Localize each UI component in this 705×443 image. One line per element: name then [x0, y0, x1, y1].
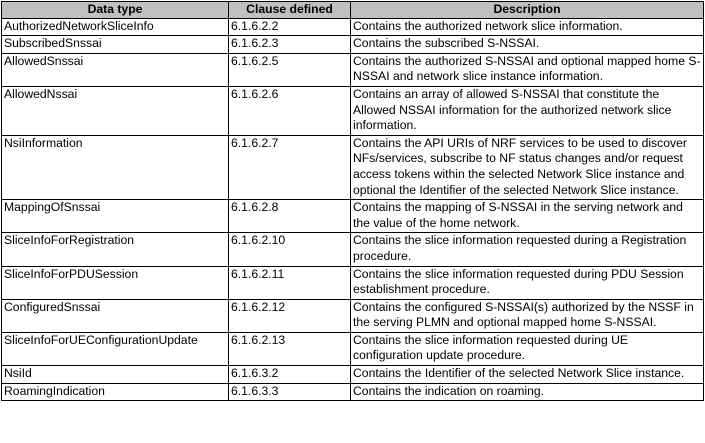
data-type-cell: AllowedNssai	[2, 86, 229, 135]
description-cell: Contains the Identifier of the selected Network Slice instance.	[351, 366, 704, 384]
table-row	[2, 86, 704, 135]
clause-cell: 6.1.6.2.6	[229, 86, 351, 135]
description-cell: Contains the configured S-NSSAI(s) authorized by the NSSF in the serving PLMN and optional mapped home S-NSSAI.	[351, 299, 704, 332]
data-type-cell: RoamingIndication	[2, 383, 229, 401]
data-type-cell: AllowedSnssai	[2, 53, 229, 86]
header-description: Description	[351, 2, 704, 19]
table-row	[2, 383, 704, 401]
description-cell: Contains an array of allowed S-NSSAI that constitute the Allowed NSSAI information for the authorized network slice information.	[351, 86, 704, 135]
table-row	[2, 299, 704, 332]
clause-cell: 6.1.6.2.8	[229, 200, 351, 233]
table-row	[2, 332, 704, 365]
data-type-cell: NsiInformation	[2, 135, 229, 199]
table-row	[2, 233, 704, 266]
clause-cell: 6.1.6.2.3	[229, 36, 351, 54]
description-cell: Contains the slice information requested during PDU Session establishment procedure.	[351, 266, 704, 299]
data-type-cell: SliceInfoForPDUSession	[2, 266, 229, 299]
description-cell: Contains the API URIs of NRF services to be used to discover NFs/services, subscribe to NF status changes and/or request access tokens within the selected Network Slice instance and optional the Identifier of the selected Network Slice instance.	[351, 135, 704, 199]
description-cell: Contains the mapping of S-NSSAI in the serving network and the value of the home network.	[351, 200, 704, 233]
data-type-cell: AuthorizedNetworkSliceInfo	[2, 18, 229, 36]
clause-cell: 6.1.6.2.10	[229, 233, 351, 266]
data-type-cell: NsiId	[2, 366, 229, 384]
description-cell: Contains the subscribed S-NSSAI.	[351, 36, 704, 54]
table-row	[2, 36, 704, 54]
clause-cell: 6.1.6.2.2	[229, 18, 351, 36]
clause-cell: 6.1.6.2.11	[229, 266, 351, 299]
table-header-row	[2, 2, 704, 19]
header-clause-defined: Clause defined	[229, 2, 351, 19]
clause-cell: 6.1.6.2.7	[229, 135, 351, 199]
table-row	[2, 200, 704, 233]
clause-cell: 6.1.6.3.2	[229, 366, 351, 384]
data-type-cell: ConfiguredSnssai	[2, 299, 229, 332]
table-row	[2, 135, 704, 199]
data-type-cell: SubscribedSnssai	[2, 36, 229, 54]
description-cell: Contains the slice information requested during a Registration procedure.	[351, 233, 704, 266]
description-cell: Contains the authorized network slice information.	[351, 18, 704, 36]
description-cell: Contains the authorized S-NSSAI and optional mapped home S-NSSAI and network slice instance information.	[351, 53, 704, 86]
table-row	[2, 266, 704, 299]
header-data-type: Data type	[2, 2, 229, 19]
clause-cell: 6.1.6.2.5	[229, 53, 351, 86]
clause-cell: 6.1.6.3.3	[229, 383, 351, 401]
table-row	[2, 366, 704, 384]
clause-cell: 6.1.6.2.13	[229, 332, 351, 365]
data-type-cell: MappingOfSnssai	[2, 200, 229, 233]
table-row	[2, 18, 704, 36]
clause-cell: 6.1.6.2.12	[229, 299, 351, 332]
data-type-cell: SliceInfoForUEConfigurationUpdate	[2, 332, 229, 365]
description-cell: Contains the slice information requested during UE configuration update procedure.	[351, 332, 704, 365]
table-row	[2, 53, 704, 86]
data-types-table	[1, 1, 704, 401]
description-cell: Contains the indication on roaming.	[351, 383, 704, 401]
data-type-cell: SliceInfoForRegistration	[2, 233, 229, 266]
